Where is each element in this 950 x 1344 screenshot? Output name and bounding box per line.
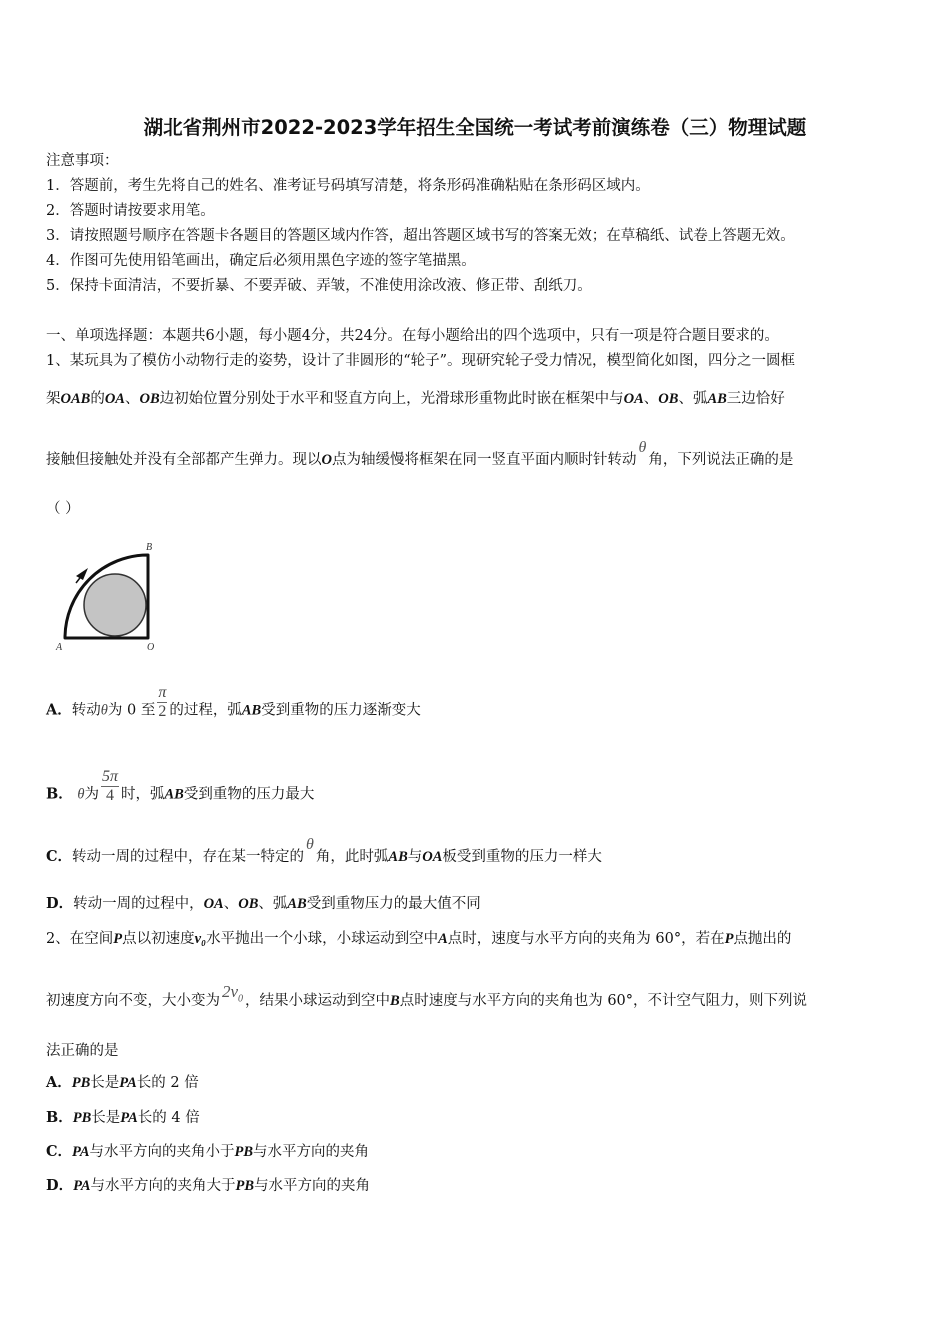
notice-heading: 注意事项： [46, 153, 119, 169]
math-2v0: $2v_0$ [222, 982, 244, 1005]
q1-option-b: B． θ为 $\frac{5\pi}{4}$ 时，弧AB受到重物的压力最大 [46, 768, 315, 804]
notice-item: 1．答题前，考生先将自己的姓名、准考证号码填写清楚，将条形码准确粘贴在条形码区域内。 [46, 178, 650, 194]
q1-answer-paren: （ ） [46, 501, 80, 517]
quarter-circle-frame-figure [50, 538, 165, 658]
page-title: 湖北省荆州市2022-2023学年招生全国统一考试考前演练卷（三）物理试题 [143, 116, 807, 139]
q1-option-d: D．转动一周的过程中，OA、OB、弧AB受到重物压力的最大值不同 [46, 895, 481, 912]
label-A: A [56, 642, 63, 653]
label-B: B [146, 542, 153, 553]
notice-item: 3．请按照题号顺序在答题卡各题目的答题区域内作答，超出答题区域书写的答案无效；在草稿纸、试卷上答题无效。 [46, 228, 795, 244]
fraction-pi-over-2: $\frac{\pi}{2}$ [158, 684, 167, 720]
q2-line-2: 初速度方向不变，大小变为 $2v_0$ ，结果小球运动到空中B点时速度与水平方向的夹角也为 60°，不计空气阻力，则下列说 [46, 982, 808, 1009]
q2-option-d: D．PA与水平方向的夹角大于PB与水平方向的夹角 [46, 1177, 371, 1194]
q2-option-c: C．PA与水平方向的夹角小于PB与水平方向的夹角 [46, 1143, 370, 1160]
fraction-5pi-over-4: $\frac{5\pi}{4}$ [102, 768, 119, 804]
q1-option-a: A．转动θ为 0 至 $\frac{\pi}{2}$ 的过程，弧AB受到重物的压力逐渐变大 [46, 684, 421, 720]
q2-option-a: A．PB长是PA长的 2 倍 [46, 1074, 199, 1091]
section-heading: 一、单项选择题：本题共6小题，每小题4分，共24分。在每小题给出的四个选项中，只有一项是符合题目要求的。 [46, 328, 779, 344]
notice-item: 4．作图可先使用铅笔画出，确定后必须用黑色字迹的签字笔描黑。 [46, 253, 476, 269]
q1-option-c: C．转动一周的过程中，存在某一特定的θ角，此时弧AB与OA板受到重物的压力一样大 [46, 836, 602, 865]
q1-line-3: 接触但接触处并没有全部都产生弹力。现以O点为轴缓慢将框架在同一竖直平面内顺时针转动θ角，下列说法正确的是 [46, 439, 794, 468]
q2-line-1: 2、在空间P点以初速度v₀水平抛出一个小球，小球运动到空中A点时，速度与水平方向的夹角为 60°，若在P点抛出的 [46, 931, 792, 947]
q1-line-2: 架OAB的OA、OB边初始位置分别处于水平和竖直方向上，光滑球形重物此时嵌在框架中与OA、OB、弧AB三边恰好 [46, 391, 785, 407]
label-O: O [147, 642, 155, 653]
q2-line-3: 法正确的是 [46, 1043, 119, 1059]
notice-item: 2．答题时请按要求用笔。 [46, 203, 215, 219]
q1-line-1: 1、某玩具为了模仿小动物行走的姿势，设计了非圆形的“轮子”。现研究轮子受力情况，模型简化如图，四分之一圆框 [46, 353, 796, 369]
q2-option-b: B．PB长是PA长的 4 倍 [46, 1109, 200, 1126]
notice-item: 5．保持卡面清洁，不要折暴、不要弄破、弄皱，不准使用涂改液、修正带、刮纸刀。 [46, 278, 592, 294]
